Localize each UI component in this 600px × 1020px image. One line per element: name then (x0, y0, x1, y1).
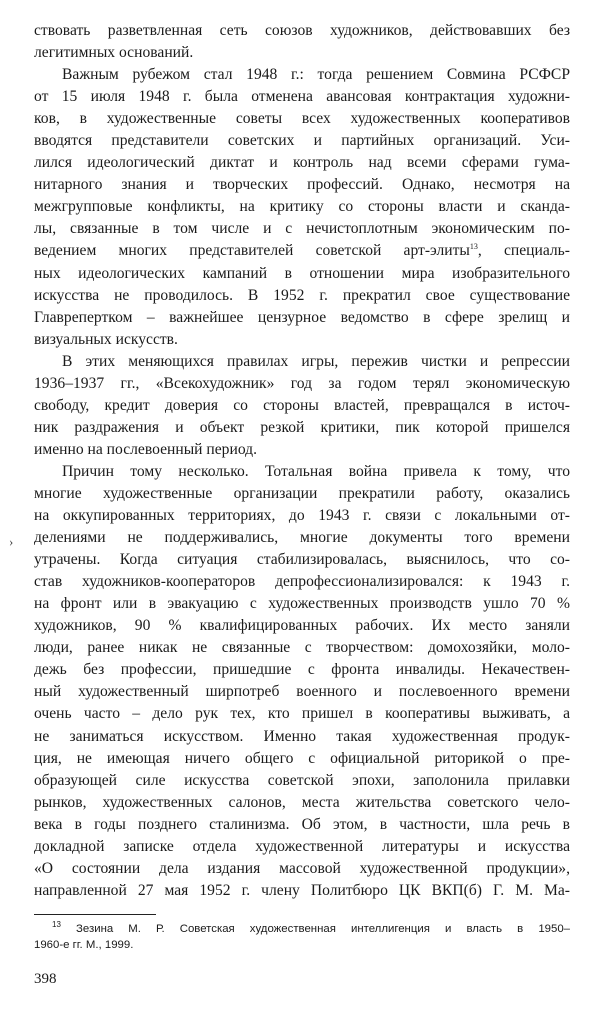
text-line: став художников-кооператоров депрофессионализировался: к 1943 г. (34, 573, 570, 591)
text-line: именно на послевоенный период. (34, 440, 258, 458)
text-line: ция, не имеющая ничего общего с официальной риторикой о пре- (34, 749, 570, 767)
text-line: вводятся представители советских и партийных организаций. Уси- (34, 132, 570, 150)
text-line: многие художественные организации прекратили работу, оказались (34, 484, 570, 502)
text-line: свободу, кредит доверия со стороны властей, превращался в источ- (34, 396, 570, 414)
text-line: легитимных оснований. (34, 44, 194, 62)
text-line: В этих меняющихся правилах игры, пережив чистки и репрессии (62, 352, 570, 370)
paragraph-continuation (34, 20, 570, 64)
text-line: «О состоянии дела издания массовой художественной продукции», (34, 859, 570, 877)
page-number: 398 (34, 971, 57, 987)
text-line: образующей силе искусства советской эпохи, заполонила прилавки (34, 771, 570, 789)
text-line: межгрупповые конфликты, на критику со стороны власти и сканда- (34, 198, 570, 216)
footnote-line: 1960-е гг. М., 1999. (34, 939, 134, 951)
text-line: делениями не поддерживались, многие документы того времени (34, 529, 570, 547)
text-line: от 15 июля 1948 г. была отменена авансовая контрактация художни- (34, 88, 570, 106)
text-line: ков, в художественные советы всех художественных кооперативов (34, 110, 570, 128)
text-line-with-footnote (34, 240, 570, 262)
footnote-text: Зезина М. Р. Советская художественная интеллигенция и власть в 1950– (76, 923, 570, 935)
footnote-number: 13 (52, 920, 61, 930)
text-line: Причин тому несколько. Тотальная война привела к тому, что (62, 462, 570, 480)
text-line: лился идеологический диктат и контроль над всеми сферами гума- (34, 154, 570, 172)
footnote-line (34, 921, 570, 937)
text-line: не заниматься искусством. Именно такая художественная продук- (34, 727, 570, 745)
text-fragment: ведением многих представителей советской арт-элиты (34, 242, 470, 260)
text-line: направленной 27 мая 1952 г. члену Политбюро ЦК ВКП(б) Г. М. Ма- (34, 881, 570, 899)
text-line: утрачены. Когда ситуация стабилизировалась, выяснилось, что со- (34, 551, 570, 569)
text-line: ствовать разветвленная сеть союзов художников, действовавших без (34, 22, 570, 39)
text-line: искусства не проводилось. В 1952 г. прекратил свое существование (34, 286, 570, 304)
text-line: рынков, художественных салонов, места жительства советского чело- (34, 793, 570, 811)
footnote-divider (34, 914, 156, 915)
text-line: лы, связанные в том числе и с нечистоплотным экономическим по- (34, 220, 570, 238)
text-line: люди, ранее никак не связанные с творчеством: домохозяйки, моло- (34, 639, 570, 657)
text-line: Важным рубежом стал 1948 г.: тогда решением Совмина РСФСР (62, 66, 570, 84)
text-line: художников, 90 % квалифицированных рабочих. Их место заняли (34, 617, 570, 635)
footnote-reference: 13 (469, 242, 478, 252)
text-line: ных идеологических кампаний в отношении мира изобразительного (34, 264, 570, 282)
text-line: ный художественный ширпотреб военного и послевоенного времени (34, 683, 570, 701)
text-line: на фронт или в эвакуацию с художественных производств ушло 70 % (34, 595, 570, 613)
text-line: Главрепертком – важнейшее цензурное ведомство в сфере зрелищ и (34, 308, 570, 326)
text-line: докладной записке отдела художественной литературы и искусства (34, 837, 570, 855)
text-line: нитарного знания и творческих профессий. Однако, несмотря на (34, 176, 570, 194)
text-line: ник раздражения и объект резкой критики, пик которой пришелся (34, 418, 570, 436)
main-text (34, 20, 570, 902)
footnote (34, 921, 570, 953)
text-line: 1936–1937 гг., «Всекохудожник» год за годом терял экономическую (34, 374, 570, 392)
paragraph-1948 (34, 64, 570, 351)
text-line: века в годы позднего сталинизма. Об этом, в частности, шла речь в (34, 815, 570, 833)
text-line: на оккупированных территориях, до 1943 г. связи с локальными от- (34, 507, 570, 525)
text-line: дежь без профессии, пришедшие с фронта инвалиды. Некачествен- (34, 661, 570, 679)
text-line: визуальных искусств. (34, 330, 178, 348)
paragraph-rules-of-game (34, 351, 570, 461)
margin-mark: › (9, 534, 14, 549)
text-line: очень часто – дело рук тех, кто пришел в кооперативы выживать, а (34, 705, 570, 723)
text-fragment: , специаль- (477, 242, 570, 260)
paragraph-reasons (34, 461, 570, 902)
